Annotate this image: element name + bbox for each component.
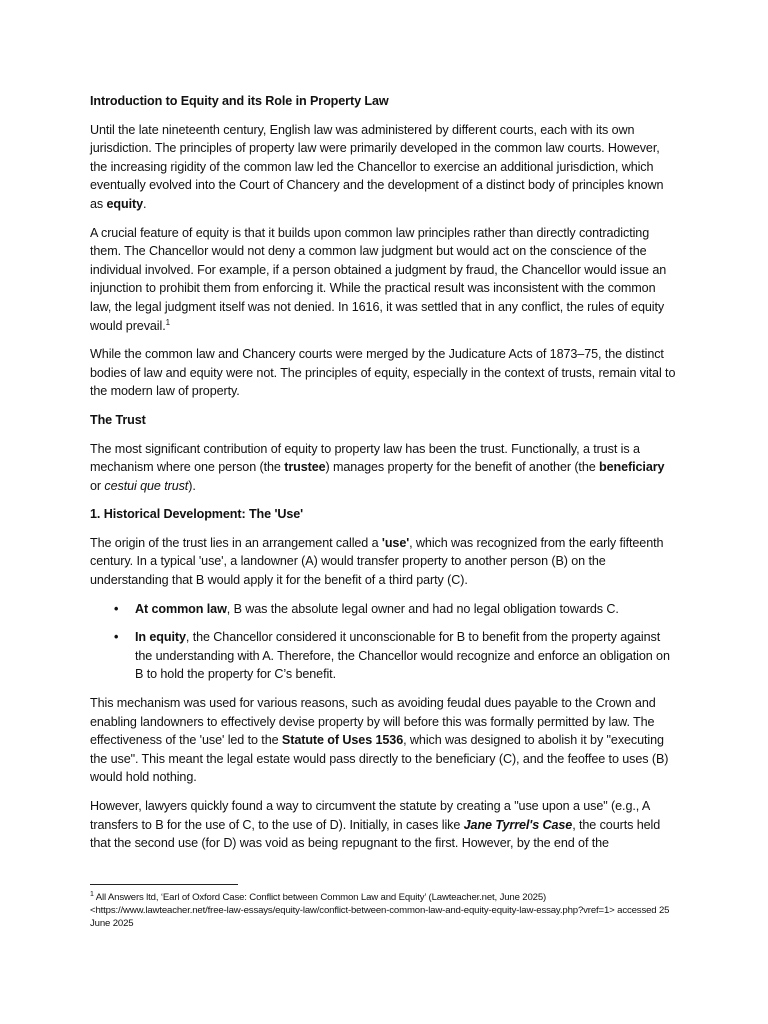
footnote-reference[interactable]: 1 xyxy=(165,317,170,327)
trust-heading: The Trust xyxy=(90,412,146,427)
list-item: • In equity, the Chancellor considered it unconscionable for B to benefit from the property against the understanding with A. Therefore, the Chancellor would recognize and enforce an obligation on B to hold the property for C’s benefit. xyxy=(114,630,670,682)
bullet-icon: • xyxy=(114,630,119,645)
list-item: • At common law, B was the absolute legal owner and had no legal obligation towards C. xyxy=(90,600,678,619)
use-term: 'use' xyxy=(381,535,410,550)
document-body xyxy=(90,92,678,863)
use-bullet-list xyxy=(90,600,678,684)
section-1-paragraph-1: The origin of the trust lies in an arrangement called a 'use', which was recognized from the early fifteenth century. In a typical 'use', a landowner (A) would transfer property to another person (B) on the understanding that B would apply it for the benefit of a third party (C). xyxy=(90,535,664,588)
trust-paragraph-1: The most significant contribution of equity to property law has been the trust. Functionally, a trust is a mechanism where one person (the trustee) manages property for the benefit of another (the beneficiary or cestui que trust). xyxy=(90,441,665,493)
footnote-number: 1 xyxy=(90,890,94,898)
footnote-text: All Answers ltd, ‘Earl of Oxford Case: Conflict between Common Law and Equity’ (Lawteacher.net, June 2025) <https://www.lawteacher.net/free-law-essays/equity-law/conflict-between-common-law-and-equity-equity-law-essay.php?vref=1> accessed 25 June 2025 xyxy=(90,892,670,929)
bullet-icon: • xyxy=(114,601,119,616)
intro-paragraph-1: Until the late nineteenth century, English law was administered by different courts, each with its own jurisdiction. The principles of property law were primarily developed in the common law courts. However, the increasing rigidity of the common law led the Chancellor to exercise an additional jurisdiction, which eventually evolved into the Court of Chancery and the development of a distinct body of principles known as equity. xyxy=(90,122,664,211)
footnote-separator xyxy=(90,884,238,885)
trustee-term: trustee xyxy=(284,460,326,475)
section-1-heading: 1. Historical Development: The 'Use' xyxy=(90,507,304,522)
section-1-paragraph-2: This mechanism was used for various reasons, such as avoiding feudal dues payable to the Crown and enabling landowners to effectively devise property by will before this was formally permitted by law. The effectiveness of the 'use' led to the Statute of Uses 1536, which was designed to abolish it by "executing the use". This meant the legal estate would pass directly to the beneficiary (C), and the feoffee to uses (B) would hold nothing. xyxy=(90,696,669,785)
equity-term: equity xyxy=(106,196,143,211)
intro-paragraph-3: While the common law and Chancery courts were merged by the Judicature Acts of 1873–75, the distinct bodies of law and equity were not. The principles of equity, especially in the context of trusts, remain vital to the modern law of property. xyxy=(90,347,676,399)
footnote xyxy=(90,891,680,930)
cestui-que-trust-term: cestui que trust xyxy=(104,478,189,493)
section-1-paragraph-3: However, lawyers quickly found a way to circumvent the statute by creating a "use upon a use" (e.g., A transfers to B for the use of C, to the use of D). Initially, in cases like Jane Tyrrel's Case, the courts held that the second use (for D) was void as being repugnant to the first. However, by the end of the xyxy=(90,799,661,851)
document-title: Introduction to Equity and its Role in Property Law xyxy=(90,94,389,108)
statute-of-uses-term: Statute of Uses 1536 xyxy=(281,733,404,748)
beneficiary-term: beneficiary xyxy=(599,460,665,475)
case-name: Jane Tyrrel's Case xyxy=(463,817,573,832)
intro-paragraph-2: A crucial feature of equity is that it builds upon common law principles rather than directly contradicting them. The Chancellor would not deny a common law judgment but would act on the conscience of the individual involved. For example, if a person obtained a judgment by fraud, the Chancellor would issue an injunction to prohibit them from enforcing it. While the practical result was inconsistent with the common law, the legal judgment itself was not denied. In 1616, it was settled that in any conflict, the rules of equity would prevail.$^1$ xyxy=(90,225,667,333)
